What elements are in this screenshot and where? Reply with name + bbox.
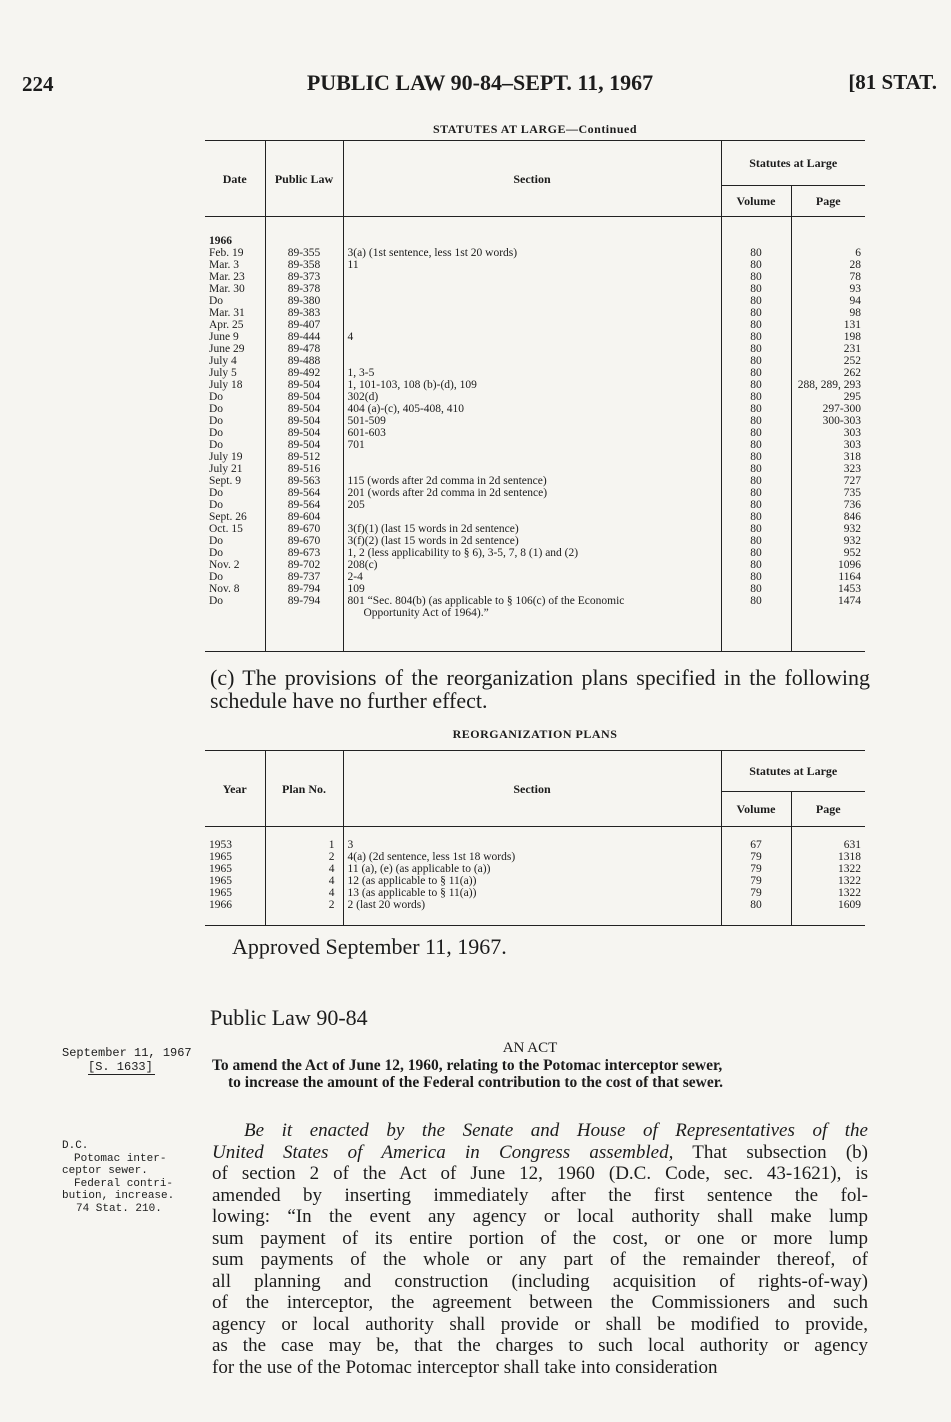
cell-plan-no: 1 <box>265 839 343 851</box>
cell-year: 1966 <box>209 899 232 911</box>
cell-volume: 80 <box>721 259 791 271</box>
cell-date: Oct. 15 <box>209 523 243 535</box>
cell-volume: 80 <box>721 415 791 427</box>
cell-year: 1953 <box>209 839 232 851</box>
cell-public-law: 89-702 <box>265 559 343 571</box>
cell-public-law: 89-794 <box>265 595 343 619</box>
cell-volume: 80 <box>721 595 791 619</box>
cell-public-law: 89-358 <box>265 259 343 271</box>
cell-public-law: 89-373 <box>265 271 343 283</box>
statute-row <box>205 355 865 367</box>
cell-section <box>343 391 721 403</box>
cell-date: Apr. 25 <box>209 319 244 331</box>
purpose-line-1: To amend the Act of June 12, 1960, relating to the Potomac interceptor sewer, <box>212 1057 723 1074</box>
header-section: Section <box>343 141 721 217</box>
cell-page: 932 <box>791 535 865 547</box>
cell-volume: 80 <box>721 295 791 307</box>
body-line: of the interceptor, the agreement between the Commissioners and such <box>212 1292 868 1313</box>
cell-page: 300-303 <box>791 415 865 427</box>
section-text: 1, 101-103, 108 (b)-(d), 109 <box>347 379 477 391</box>
cell-volume: 80 <box>721 487 791 499</box>
reorg-row <box>205 851 865 863</box>
statute-row <box>205 595 865 619</box>
cell-plan-no: 2 <box>265 899 343 911</box>
statute-row <box>205 259 865 271</box>
body-line: agency or local authority shall provide or shall be modified to provide, <box>212 1313 868 1335</box>
side-bill-number: [S. 1633] <box>88 1060 153 1074</box>
cell-volume: 79 <box>721 851 791 863</box>
statute-row <box>205 295 865 307</box>
cell-section <box>343 307 721 319</box>
cell-section <box>343 247 721 259</box>
cell-date: Feb. 19 <box>209 247 244 259</box>
cell-public-law: 89-564 <box>265 499 343 511</box>
cell-volume: 80 <box>721 547 791 559</box>
cell-section <box>343 523 721 535</box>
cell-date: July 19 <box>209 451 243 463</box>
statute-row <box>205 535 865 547</box>
body-line: of section 2 of the Act of June 12, 1960 (D.C. Code, sec. 43-1621), is <box>212 1163 868 1184</box>
section-text-continued: Opportunity Act of 1964).” <box>363 607 489 619</box>
cell-public-law: 89-564 <box>265 487 343 499</box>
cell-public-law: 89-504 <box>265 439 343 451</box>
reorg-row <box>205 863 865 875</box>
statute-row <box>205 415 865 427</box>
section-text: 208(c) <box>347 559 378 571</box>
statute-row <box>205 247 865 259</box>
margin-note: bution, increase. <box>62 1190 175 1202</box>
cell-section <box>343 355 721 367</box>
reorg-row <box>205 899 865 911</box>
cell-public-law: 89-488 <box>265 355 343 367</box>
cell-date: July 5 <box>209 367 237 379</box>
cell-section: 4(a) (2d sentence, less 1st 18 words) <box>343 851 721 863</box>
cell-section: 3 <box>343 839 721 851</box>
cell-volume: 80 <box>721 583 791 595</box>
cell-page: 1474 <box>791 595 865 619</box>
act-body <box>212 1120 868 1378</box>
cell-volume: 80 <box>721 523 791 535</box>
section-text: 201 (words after 2d comma in 2d sentence) <box>347 487 548 499</box>
cell-section <box>343 511 721 523</box>
cell-volume: 67 <box>721 839 791 851</box>
cell-volume: 80 <box>721 319 791 331</box>
statute-row <box>205 559 865 571</box>
cell-date: Nov. 2 <box>209 559 240 571</box>
cell-volume: 80 <box>721 283 791 295</box>
cell-page: 735 <box>791 487 865 499</box>
cell-section <box>343 475 721 487</box>
cell-date: Mar. 31 <box>209 307 245 319</box>
cell-date: Do <box>209 535 224 547</box>
cell-date: June 9 <box>209 331 239 343</box>
reorg-table-caption: REORGANIZATION PLANS <box>452 727 618 741</box>
cell-page: 1453 <box>791 583 865 595</box>
statutes-table <box>205 140 865 652</box>
cell-page: 94 <box>791 295 865 307</box>
cell-public-law: 89-444 <box>265 331 343 343</box>
cell-page: 252 <box>791 355 865 367</box>
cell-date: Sept. 26 <box>209 511 247 523</box>
cell-section <box>343 271 721 283</box>
section-text: 404 (a)-(c), 405-408, 410 <box>347 403 465 415</box>
cell-page: 262 <box>791 367 865 379</box>
page-number: 224 <box>22 72 54 96</box>
cell-date: July 21 <box>209 463 243 475</box>
cell-page: 1322 <box>791 875 865 887</box>
cell-volume: 80 <box>721 535 791 547</box>
cell-public-law: 89-504 <box>265 415 343 427</box>
header-reorg-volume: Volume <box>721 792 791 827</box>
cell-date: Do <box>209 427 224 439</box>
cell-section <box>343 595 721 619</box>
statute-row <box>205 499 865 511</box>
section-text: 4 <box>347 331 354 343</box>
cell-page: 318 <box>791 451 865 463</box>
cell-section: 13 (as applicable to § 11(a)) <box>343 887 721 899</box>
reorganization-table <box>205 750 865 926</box>
cell-volume: 79 <box>721 875 791 887</box>
cell-section <box>343 343 721 355</box>
enacting-clause-line-1: Be it enacted by the Senate and House of Representatives of the <box>244 1120 868 1141</box>
section-text: 3(a) (1st sentence, less 1st 20 words) <box>347 247 518 259</box>
cell-page: 303 <box>791 427 865 439</box>
cell-page: 288, 289, 293 <box>791 379 865 391</box>
cell-page: 297-300 <box>791 403 865 415</box>
header-volume: Volume <box>721 186 791 217</box>
cell-public-law: 89-794 <box>265 583 343 595</box>
cell-date: Mar. 3 <box>209 259 240 271</box>
enacting-clause-italic: United States of America in Congress assembled, <box>212 1141 674 1163</box>
body-line: all planning and construction (including acquisition of rights-of-way) <box>212 1270 868 1292</box>
act-purpose <box>212 1057 872 1091</box>
cell-date: Do <box>209 403 224 415</box>
statute-row <box>205 451 865 463</box>
cell-page: 1164 <box>791 571 865 583</box>
cell-page: 1318 <box>791 851 865 863</box>
purpose-line-2: to increase the amount of the Federal contribution to the cost of that sewer. <box>228 1074 724 1091</box>
cell-public-law: 89-670 <box>265 535 343 547</box>
statute-row <box>205 583 865 595</box>
cell-section <box>343 379 721 391</box>
cell-volume: 80 <box>721 343 791 355</box>
body-line: amended by inserting immediately after the first sentence the fol- <box>212 1184 868 1206</box>
section-text: 1, 3-5 <box>347 367 375 379</box>
body-line: as the case may be, that the charges to such local authority or agency <box>212 1335 868 1356</box>
cell-section <box>343 499 721 511</box>
statute-row <box>205 379 865 391</box>
cell-section <box>343 439 721 451</box>
cell-page: 323 <box>791 463 865 475</box>
cell-page: 295 <box>791 391 865 403</box>
margin-note: ceptor sewer. <box>62 1165 148 1177</box>
cell-page: 1322 <box>791 863 865 875</box>
cell-public-law: 89-604 <box>265 511 343 523</box>
statutes-table-caption: STATUTES AT LARGE—Continued <box>432 122 637 136</box>
header-statutes-at-large: Statutes at Large <box>721 141 865 186</box>
page-title: PUBLIC LAW 90-84–SEPT. 11, 1967 <box>306 70 654 95</box>
statute-row <box>205 271 865 283</box>
cell-year: 1965 <box>209 863 232 875</box>
cell-section <box>343 451 721 463</box>
cell-date: Do <box>209 487 224 499</box>
stat-reference: [81 STAT. <box>848 70 937 94</box>
body-lines <box>212 1163 868 1378</box>
cell-section <box>343 571 721 583</box>
cell-date: Do <box>209 391 224 403</box>
statute-row <box>205 391 865 403</box>
statute-row <box>205 475 865 487</box>
cell-volume: 80 <box>721 247 791 259</box>
cell-volume: 80 <box>721 451 791 463</box>
cell-date: Do <box>209 499 224 511</box>
margin-note: Federal contri- <box>74 1177 174 1190</box>
cell-section <box>343 535 721 547</box>
cell-date: Sept. 9 <box>209 475 241 487</box>
statute-row <box>205 283 865 295</box>
cell-volume: 80 <box>721 475 791 487</box>
cell-public-law: 89-563 <box>265 475 343 487</box>
cell-page: 303 <box>791 439 865 451</box>
cell-public-law: 89-737 <box>265 571 343 583</box>
cell-volume: 80 <box>721 559 791 571</box>
cell-public-law: 89-355 <box>265 247 343 259</box>
cell-page: 98 <box>791 307 865 319</box>
cell-plan-no: 4 <box>265 875 343 887</box>
margin-note: 74 Stat. 210. <box>76 1202 162 1215</box>
section-text: 3(f)(2) (last 15 words in 2d sentence) <box>347 535 519 547</box>
an-act-heading: AN ACT <box>502 1040 558 1056</box>
cell-date: Do <box>209 415 224 427</box>
approval-date: Approved September 11, 1967. <box>232 934 507 959</box>
margin-notes <box>62 1140 174 1215</box>
cell-section <box>343 283 721 295</box>
cell-volume: 80 <box>721 271 791 283</box>
statute-row <box>205 571 865 583</box>
cell-plan-no: 4 <box>265 887 343 899</box>
statute-row <box>205 463 865 475</box>
cell-page: 1609 <box>791 899 865 911</box>
cell-page: 131 <box>791 319 865 331</box>
cell-section <box>343 403 721 415</box>
section-text: 601-603 <box>347 427 386 439</box>
page-header <box>0 64 951 104</box>
cell-section <box>343 415 721 427</box>
cell-date: Mar. 23 <box>209 271 245 283</box>
statute-row <box>205 307 865 319</box>
cell-volume: 80 <box>721 403 791 415</box>
header-public-law: Public Law <box>265 141 343 217</box>
cell-date: July 18 <box>209 379 243 391</box>
cell-page: 28 <box>791 259 865 271</box>
enacting-clause-rest: That subsection (b) <box>673 1141 868 1163</box>
cell-date: Do <box>209 595 224 607</box>
cell-public-law: 89-383 <box>265 307 343 319</box>
statute-row <box>205 427 865 439</box>
cell-year: 1965 <box>209 887 232 899</box>
cell-public-law: 89-673 <box>265 547 343 559</box>
cell-date: Nov. 8 <box>209 583 240 595</box>
cell-date: Mar. 30 <box>209 283 245 295</box>
paragraph-c: (c) The provisions of the reorganization plans specified in the following schedule have no further effect. <box>210 665 870 713</box>
statute-row <box>205 487 865 499</box>
cell-date: July 4 <box>209 355 237 367</box>
cell-public-law: 89-492 <box>265 367 343 379</box>
section-text: 801 “Sec. 804(b) (as applicable to § 106(c) of the Economic <box>347 595 625 607</box>
cell-public-law: 89-512 <box>265 451 343 463</box>
cell-public-law: 89-504 <box>265 403 343 415</box>
cell-page: 846 <box>791 511 865 523</box>
cell-public-law: 89-504 <box>265 379 343 391</box>
statute-row <box>205 511 865 523</box>
body-line: lowing: “In the event any agency or local authority shall make lump <box>212 1206 868 1227</box>
side-date: September 11, 1967 <box>62 1046 192 1060</box>
cell-year: 1965 <box>209 875 232 887</box>
cell-page: 1322 <box>791 887 865 899</box>
cell-volume: 80 <box>721 331 791 343</box>
cell-page: 727 <box>791 475 865 487</box>
cell-volume: 80 <box>721 379 791 391</box>
cell-section <box>343 295 721 307</box>
cell-public-law: 89-380 <box>265 295 343 307</box>
header-reorg-statutes: Statutes at Large <box>721 751 865 792</box>
statute-row <box>205 523 865 535</box>
cell-public-law: 89-670 <box>265 523 343 535</box>
cell-page: 93 <box>791 283 865 295</box>
section-text: 109 <box>347 583 365 595</box>
section-text: 205 <box>347 499 365 511</box>
statute-row <box>205 331 865 343</box>
section-text: 701 <box>347 439 365 451</box>
cell-page: 6 <box>791 247 865 259</box>
section-text: 3(f)(1) (last 15 words in 2d sentence) <box>347 523 519 535</box>
reorg-row <box>205 839 865 851</box>
cell-volume: 80 <box>721 367 791 379</box>
cell-volume: 79 <box>721 863 791 875</box>
reorg-row <box>205 887 865 899</box>
statute-row <box>205 439 865 451</box>
cell-section <box>343 547 721 559</box>
cell-volume: 80 <box>721 463 791 475</box>
cell-public-law: 89-504 <box>265 427 343 439</box>
cell-section <box>343 559 721 571</box>
body-line: sum payment of its entire portion of the cost, or one or more lump <box>212 1227 868 1249</box>
body-line: sum payments of the whole or any part of the remainder thereof, of <box>212 1249 868 1270</box>
statute-row <box>205 403 865 415</box>
cell-section: 11 (a), (e) (as applicable to (a)) <box>343 863 721 875</box>
section-text: 115 (words after 2d comma in 2d sentence) <box>347 475 547 487</box>
cell-section <box>343 427 721 439</box>
cell-public-law: 89-478 <box>265 343 343 355</box>
cell-volume: 80 <box>721 307 791 319</box>
cell-section <box>343 319 721 331</box>
enacting-clause-line-2 <box>212 1142 868 1164</box>
cell-volume: 80 <box>721 499 791 511</box>
header-plan-no: Plan No. <box>265 751 343 827</box>
header-reorg-section: Section <box>343 751 721 827</box>
cell-date: Do <box>209 547 224 559</box>
cell-public-law: 89-407 <box>265 319 343 331</box>
header-page: Page <box>791 186 865 217</box>
section-text: 2-4 <box>347 571 363 583</box>
cell-section <box>343 367 721 379</box>
cell-page: 198 <box>791 331 865 343</box>
cell-public-law: 89-378 <box>265 283 343 295</box>
reorg-row <box>205 875 865 887</box>
cell-section <box>343 583 721 595</box>
cell-volume: 80 <box>721 511 791 523</box>
header-date: Date <box>205 141 265 217</box>
cell-volume: 79 <box>721 887 791 899</box>
cell-section: 12 (as applicable to § 11(a)) <box>343 875 721 887</box>
cell-public-law: 89-516 <box>265 463 343 475</box>
cell-volume: 80 <box>721 571 791 583</box>
cell-section <box>343 463 721 475</box>
cell-section <box>343 331 721 343</box>
cell-public-law: 89-504 <box>265 391 343 403</box>
cell-page: 1096 <box>791 559 865 571</box>
statute-row <box>205 343 865 355</box>
header-reorg-page: Page <box>791 792 865 827</box>
header-year: Year <box>205 751 265 827</box>
section-text: 302(d) <box>347 391 379 403</box>
body-line: for the use of the Potomac interceptor shall take into consideration <box>212 1356 718 1378</box>
cell-volume: 80 <box>721 391 791 403</box>
cell-date: June 29 <box>209 343 245 355</box>
margin-note: D.C. <box>62 1140 89 1152</box>
cell-date: Do <box>209 439 224 451</box>
cell-page: 78 <box>791 271 865 283</box>
cell-year: 1965 <box>209 851 232 863</box>
public-law-title: Public Law 90-84 <box>210 1005 368 1030</box>
cell-page: 952 <box>791 547 865 559</box>
statute-row <box>205 547 865 559</box>
cell-plan-no: 4 <box>265 863 343 875</box>
cell-page: 231 <box>791 343 865 355</box>
cell-page: 631 <box>791 839 865 851</box>
cell-volume: 80 <box>721 427 791 439</box>
cell-page: 932 <box>791 523 865 535</box>
section-text: 501-509 <box>347 415 386 427</box>
year-label: 1966 <box>209 235 232 247</box>
cell-section <box>343 487 721 499</box>
margin-note: Potomac inter- <box>74 1152 167 1165</box>
statute-row <box>205 319 865 331</box>
cell-section <box>343 259 721 271</box>
cell-volume: 80 <box>721 439 791 451</box>
cell-plan-no: 2 <box>265 851 343 863</box>
cell-volume: 80 <box>721 355 791 367</box>
cell-date: Do <box>209 571 224 583</box>
cell-section: 2 (last 20 words) <box>343 899 721 911</box>
section-text: 11 <box>347 259 359 271</box>
section-text: 1, 2 (less applicability to § 6), 3-5, 7, 8 (1) and (2) <box>347 547 579 559</box>
cell-page: 736 <box>791 499 865 511</box>
cell-date: Do <box>209 295 224 307</box>
statute-row <box>205 367 865 379</box>
cell-volume: 80 <box>721 899 791 911</box>
